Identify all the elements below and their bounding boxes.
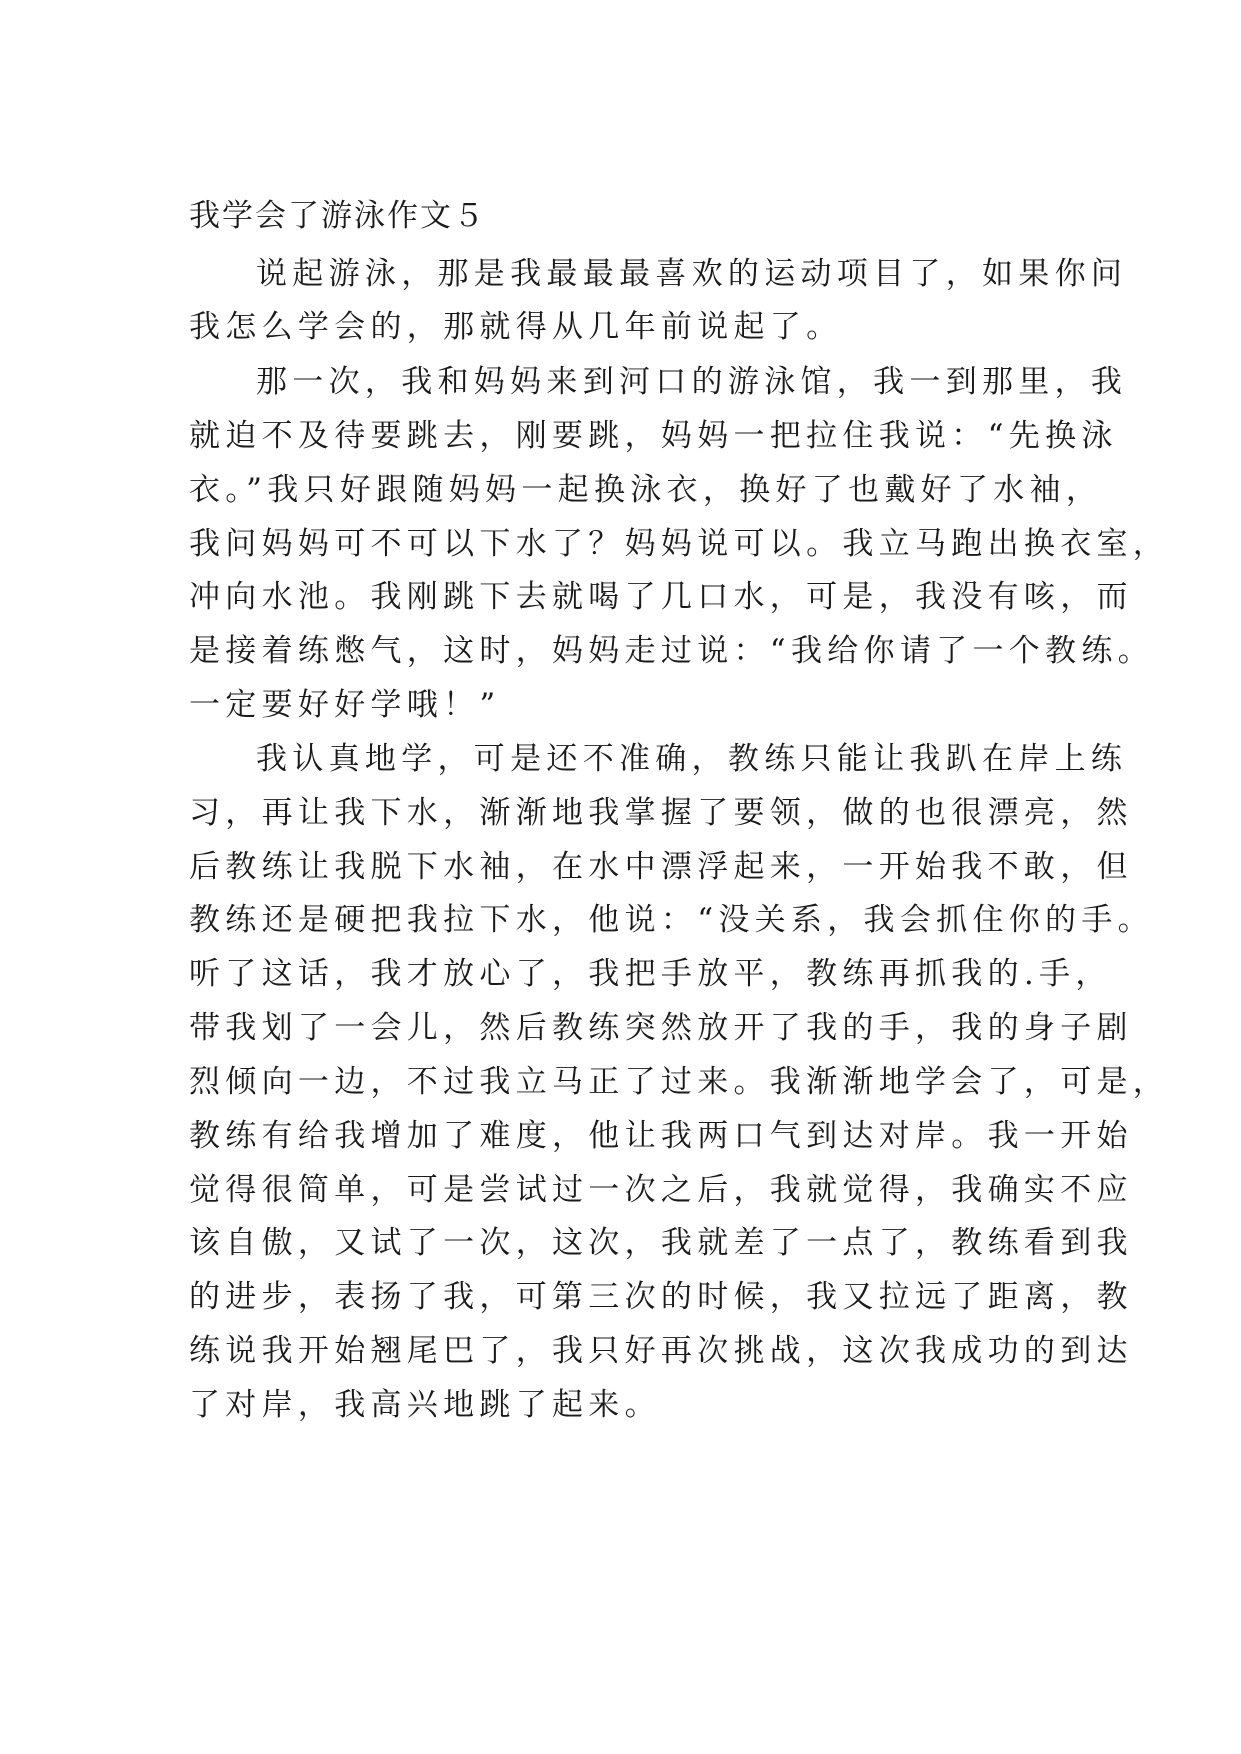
paragraph-3-line-13: 了对岸，我高兴地跳了起来。 [189, 1387, 661, 1423]
document-title: 我学会了游泳作文５ [189, 198, 486, 234]
paragraph-3-line-8: 教练有给我增加了难度，他让我两口气到达对岸。我一开始 [189, 1118, 1133, 1154]
paragraph-3-line-9: 觉得很简单，可是尝试过一次之后，我就觉得，我确实不应 [189, 1172, 1133, 1208]
paragraph-2-line-4: 我问妈妈可不可以下水了？妈妈说可以。我立马跑出换衣室， [189, 526, 1170, 562]
paragraph-2-line-5: 冲向水池。我刚跳下去就喝了几口水，可是，我没有咳，而 [189, 579, 1133, 615]
paragraph-2-line-3: 衣。”我只好跟随妈妈一起换泳衣，换好了也戴好了水袖， [189, 472, 1103, 508]
paragraph-2-line-7: 一定要好好学哦！” [189, 687, 501, 723]
paragraph-3-line-12: 练说我开始翘尾巴了，我只好再次挑战，这次我成功的到达 [189, 1333, 1133, 1369]
paragraph-2-line-6: 是接着练憋气，这时，妈妈走过说：“我给你请了一个教练。 [189, 633, 1154, 669]
paragraph-3-line-5: 听了这话，我才放心了，我把手放平，教练再抓我的.手， [189, 956, 1112, 992]
paragraph-3-line-4: 教练还是硬把我拉下水，他说：“没关系，我会抓住你的手。 [189, 902, 1154, 938]
paragraph-3-line-2: 习，再让我下水，渐渐地我掌握了要领，做的也很漂亮，然 [189, 795, 1133, 831]
paragraph-3-line-11: 的进步，表扬了我，可第三次的时候，我又拉远了距离，教 [189, 1279, 1133, 1315]
paragraph-2-line-1: 那一次，我和妈妈来到河口的游泳馆，我一到那里，我 [256, 364, 1128, 400]
paragraph-3-line-7: 烈倾向一边，不过我立马正了过来。我渐渐地学会了，可是， [189, 1064, 1170, 1100]
paragraph-1-line-1: 说起游泳，那是我最最最喜欢的运动项目了，如果你问 [256, 256, 1128, 292]
paragraph-2-line-2: 就迫不及待要跳去，刚要跳，妈妈一把拉住我说：“先换泳 [189, 418, 1118, 454]
paragraph-3-line-1: 我认真地学，可是还不准确，教练只能让我趴在岸上练 [256, 741, 1128, 777]
paragraph-3-line-3: 后教练让我脱下水袖，在水中漂浮起来，一开始我不敢，但 [189, 849, 1133, 885]
paragraph-3-line-6: 带我划了一会儿，然后教练突然放开了我的手，我的身子剧 [189, 1010, 1133, 1046]
paragraph-1-line-2: 我怎么学会的，那就得从几年前说起了。 [189, 309, 843, 345]
paragraph-3-line-10: 该自傲，又试了一次，这次，我就差了一点了，教练看到我 [189, 1225, 1133, 1261]
